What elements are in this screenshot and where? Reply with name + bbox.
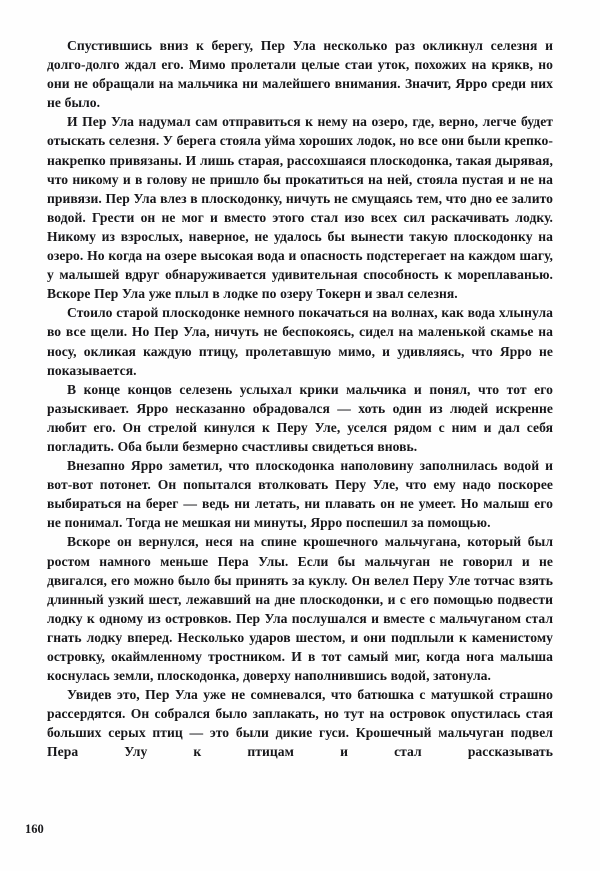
paragraph: Внезапно Ярро заметил, что плоскодонка наполовину заполнилась водой и вот-вот потонет. Он попытался втолковать Перу Уле, что ему надо поскорее выбираться на берег — ведь ни летать, ни плавать он не умеет. Но малыш его не понимал. Тогда не мешкая ни минуты, Ярро поспешил за помощью.: [47, 458, 553, 531]
paragraph: Стоило старой плоскодонке немного покачаться на волнах, как вода хлынула во все щели. Но Пер Ула, ничуть не беспокоясь, сидел на маленькой скамье на носу, окликая каждую птицу, пролетавшую мимо, и удивляясь, что Ярро не показывается.: [47, 305, 553, 378]
paragraph: В конце концов селезень услыхал крики мальчика и понял, что тот его разыскивает. Ярро несказанно обрадовался — хоть один из людей искренне любит его. Он стрелой кинулся к Перу Уле, уселся рядом с ним и дал себя погладить. Оба были безмерно счастливы свидеться вновь.: [47, 381, 553, 454]
paragraph: И Пер Ула надумал сам отправиться к нему на озеро, где, верно, легче будет отыскать селезня. У берега стояла уйма хороших лодок, но все они были крепко-накрепко привязаны. И лишь старая, рассохшаяся плоскодонка, такая дырявая, что никому и в голову не пришло бы прокатиться на ней, стояла пустая и не на привязи. Пер Ула влез в плоскодонку, ничуть не смущаясь тем, что дно ее залито водой. Грести он не мог и вместо этого стал изо всех сил раскачивать лодку. Никому из взрослых, наверное, не удалось бы вынести такую плоскодонку на озеро. Но когда на озере высокая вода и опасность подстерегает на каждом шагу, у малышей вдруг обнаруживается удивительная способность к мореплаванью. Вскоре Пер Ула уже плыл в лодке по озеру Токерн и звал селезня.: [47, 114, 553, 302]
paragraph: Спустившись вниз к берегу, Пер Ула несколько раз окликнул селезня и долго-долго ждал его. Мимо пролетали целые стаи уток, похожих на крякв, но они не обращали на мальчика ни малейшего внимания. Значит, Ярро среди них не было.: [47, 38, 553, 111]
paragraph: Увидев это, Пер Ула уже не сомневался, что батюшка с матушкой страшно рассердятся. Он собрался было заплакать, но тут на островок опустилась стая больших серых птиц — это были дикие гуси. Крошечный мальчуган подвел Пера Улу к птицам и стал рассказывать: [47, 687, 553, 760]
page-number: 160: [25, 822, 44, 836]
page-body-text: [47, 36, 553, 781]
paragraph: Вскоре он вернулся, неся на спине крошечного мальчугана, который был ростом намного меньше Пера Улы. Если бы мальчуган не говорил и не двигался, его можно было бы принять за куклу. Он велел Перу Уле тотчас взять длинный узкий шест, лежавший на дне плоскодонки, и с его помощью подвести лодку к одному из островков. Пер Ула послушался и вместе с мальчуганом стал гнать лодку вперед. Несколько ударов шестом, и они подплыли к каменистому островку, окаймленному тростником. И в тот самый миг, когда нога малыша коснулась земли, плоскодонка, доверху наполнившись водой, затонула.: [47, 534, 553, 684]
